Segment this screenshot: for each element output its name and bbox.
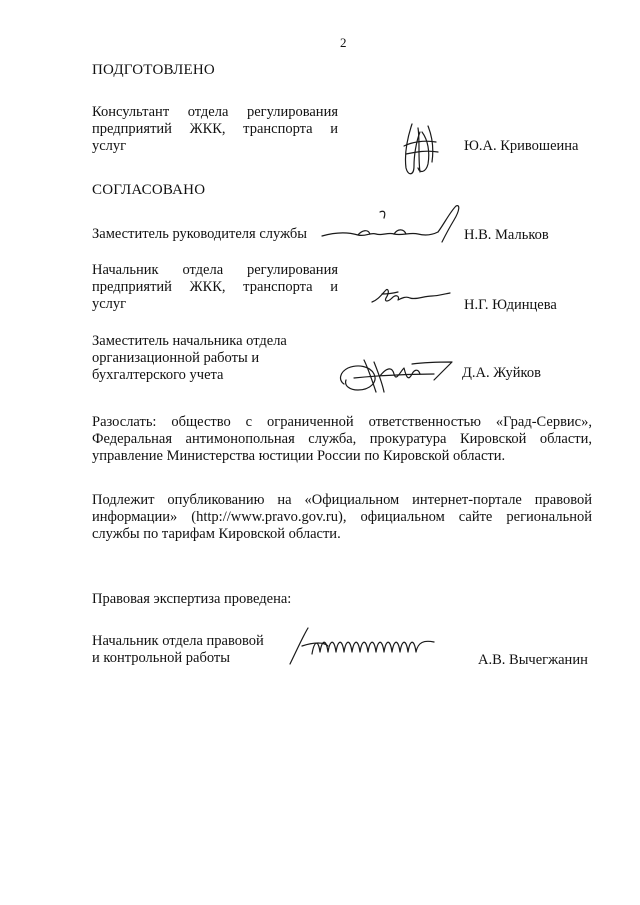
legal-position-line: и контрольной работы	[92, 650, 230, 666]
prepared-heading: ПОДГОТОВЛЕНО	[92, 62, 215, 78]
prepared-position-line: предприятий ЖКК, транспорта и	[92, 121, 338, 137]
legal-name: А.В. Вычегжанин	[478, 652, 588, 668]
legal-statement: Правовая экспертиза проведена:	[92, 591, 292, 607]
signature-malkov	[318, 202, 464, 248]
signature-yudintseva	[368, 284, 454, 308]
distribution-line: управление Министерства юстиции России по Кировской области.	[92, 448, 506, 464]
prepared-position	[92, 104, 338, 155]
prepared-name: Ю.А. Кривошеина	[464, 138, 579, 154]
legal-position	[92, 633, 264, 667]
legal-position-line: Начальник отдела правовой	[92, 633, 264, 649]
signature-zhuykov	[334, 354, 458, 398]
signer-position	[92, 333, 287, 384]
signer-name: Н.Г. Юдинцева	[464, 297, 557, 313]
signer-position-line: организационной работы и	[92, 350, 260, 366]
distribution-paragraph	[92, 414, 592, 465]
prepared-position-line: услуг	[92, 138, 127, 154]
signer-position-line: Начальник отдела регулирования	[92, 262, 338, 278]
prepared-position-line: Консультант отдела регулирования	[92, 104, 338, 120]
signer-position-line: услуг	[92, 296, 127, 312]
distribution-line: Разослать: общество с ограниченной ответственностью «Град-Сервис»,	[92, 414, 592, 430]
publication-paragraph	[92, 492, 592, 543]
signer-position	[92, 262, 338, 313]
signature-kryvosheina	[398, 118, 442, 182]
signer-position-line: Заместитель начальника отдела	[92, 333, 287, 349]
signature-vychegzhanin	[284, 624, 440, 670]
publication-line: Подлежит опубликованию на «Официальном интернет-портале правовой	[92, 492, 592, 508]
signer-position-line: бухгалтерского учета	[92, 367, 224, 383]
signer-position: Заместитель руководителя службы	[92, 226, 308, 242]
publication-line: информации» (http://www.pravo.gov.ru), официальном сайте региональной	[92, 509, 592, 525]
signer-position-line: предприятий ЖКК, транспорта и	[92, 279, 338, 295]
signer-name: Д.А. Жуйков	[462, 365, 541, 381]
agreed-heading: СОГЛАСОВАНО	[92, 182, 206, 198]
page-number: 2	[340, 35, 347, 50]
publication-line: службы по тарифам Кировской области.	[92, 526, 341, 542]
signer-name: Н.В. Мальков	[464, 227, 549, 243]
distribution-line: Федеральная антимонопольная служба, прокуратура Кировской области,	[92, 431, 592, 447]
